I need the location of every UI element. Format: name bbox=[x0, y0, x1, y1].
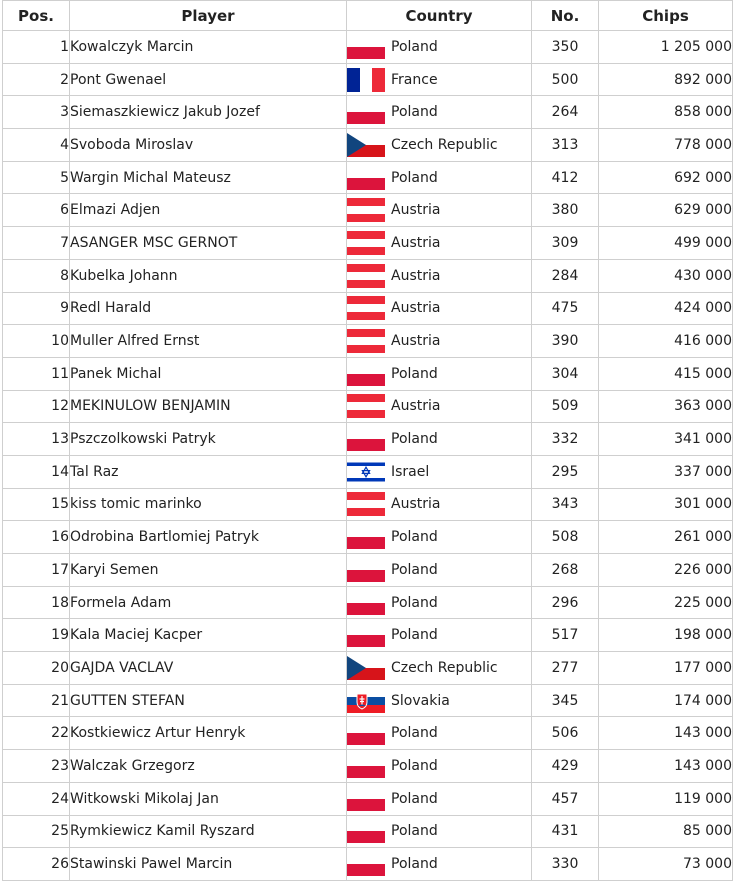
country-name: Poland bbox=[391, 365, 438, 382]
table-row[interactable] bbox=[3, 455, 733, 488]
france-flag-icon bbox=[347, 68, 385, 92]
chip-count-cell: 415 000 bbox=[599, 357, 733, 390]
poland-flag-icon bbox=[347, 558, 385, 582]
player-name-cell: kiss tomic marinko bbox=[70, 488, 347, 521]
country-column-header[interactable]: Country bbox=[347, 1, 532, 31]
player-number-cell: 431 bbox=[532, 815, 599, 848]
country-cell bbox=[347, 227, 532, 260]
country-cell bbox=[347, 455, 532, 488]
player-name-cell: Elmazi Adjen bbox=[70, 194, 347, 227]
table-row[interactable] bbox=[3, 554, 733, 587]
position-cell: 13 bbox=[3, 423, 70, 456]
country-name: Poland bbox=[391, 823, 438, 840]
position-cell: 21 bbox=[3, 684, 70, 717]
country-name: Austria bbox=[391, 234, 441, 251]
country-name: Austria bbox=[391, 333, 441, 350]
country-name: Czech Republic bbox=[391, 136, 498, 153]
country-cell bbox=[347, 292, 532, 325]
position-cell: 17 bbox=[3, 554, 70, 587]
player-number-cell: 264 bbox=[532, 96, 599, 129]
czech-flag-icon bbox=[347, 133, 385, 157]
chip-count-cell: 143 000 bbox=[599, 750, 733, 783]
chip-count-cell: 119 000 bbox=[599, 782, 733, 815]
player-number-cell: 508 bbox=[532, 521, 599, 554]
position-cell: 11 bbox=[3, 357, 70, 390]
table-row[interactable] bbox=[3, 161, 733, 194]
country-name: Czech Republic bbox=[391, 659, 498, 676]
table-row[interactable] bbox=[3, 292, 733, 325]
player-name-cell: Tal Raz bbox=[70, 455, 347, 488]
player-name-cell: Panek Michal bbox=[70, 357, 347, 390]
position-cell: 9 bbox=[3, 292, 70, 325]
country-cell bbox=[347, 652, 532, 685]
poland-flag-icon bbox=[347, 623, 385, 647]
chip-count-cell: 892 000 bbox=[599, 63, 733, 96]
country-cell bbox=[347, 521, 532, 554]
country-name: Poland bbox=[391, 856, 438, 873]
player-number-cell: 313 bbox=[532, 129, 599, 162]
player-number-cell: 475 bbox=[532, 292, 599, 325]
poland-flag-icon bbox=[347, 787, 385, 811]
poland-flag-icon bbox=[347, 100, 385, 124]
country-cell bbox=[347, 390, 532, 423]
player-number-cell: 332 bbox=[532, 423, 599, 456]
chip-count-cell: 430 000 bbox=[599, 259, 733, 292]
austria-flag-icon bbox=[347, 231, 385, 255]
table-row[interactable] bbox=[3, 619, 733, 652]
player-number-cell: 380 bbox=[532, 194, 599, 227]
country-cell bbox=[347, 848, 532, 881]
table-header bbox=[3, 1, 733, 31]
player-number-cell: 277 bbox=[532, 652, 599, 685]
player-name-cell: ASANGER MSC GERNOT bbox=[70, 227, 347, 260]
country-name: France bbox=[391, 71, 438, 88]
position-cell: 5 bbox=[3, 161, 70, 194]
poland-flag-icon bbox=[347, 754, 385, 778]
player-name-cell: GAJDA VACLAV bbox=[70, 652, 347, 685]
player-number-cell: 309 bbox=[532, 227, 599, 260]
player-number-cell: 506 bbox=[532, 717, 599, 750]
position-cell: 2 bbox=[3, 63, 70, 96]
country-cell bbox=[347, 554, 532, 587]
chip-count-cell: 858 000 bbox=[599, 96, 733, 129]
player-name-cell: GUTTEN STEFAN bbox=[70, 684, 347, 717]
table-row[interactable] bbox=[3, 521, 733, 554]
position-cell: 6 bbox=[3, 194, 70, 227]
position-cell: 22 bbox=[3, 717, 70, 750]
country-name: Slovakia bbox=[391, 692, 450, 709]
chip-count-cell: 629 000 bbox=[599, 194, 733, 227]
position-cell: 18 bbox=[3, 586, 70, 619]
chip-count-cell: 143 000 bbox=[599, 717, 733, 750]
table-row[interactable] bbox=[3, 129, 733, 162]
player-name-cell: Siemaszkiewicz Jakub Jozef bbox=[70, 96, 347, 129]
poland-flag-icon bbox=[347, 721, 385, 745]
country-cell bbox=[347, 488, 532, 521]
chip-count-cell: 778 000 bbox=[599, 129, 733, 162]
table-row[interactable] bbox=[3, 815, 733, 848]
table-row[interactable] bbox=[3, 684, 733, 717]
position-cell: 12 bbox=[3, 390, 70, 423]
table-row[interactable] bbox=[3, 96, 733, 129]
country-cell bbox=[347, 750, 532, 783]
country-name: Austria bbox=[391, 267, 441, 284]
table-row[interactable] bbox=[3, 227, 733, 260]
player-number-cell: 457 bbox=[532, 782, 599, 815]
player-name-cell: Kowalczyk Marcin bbox=[70, 31, 347, 64]
chip-count-cell: 416 000 bbox=[599, 325, 733, 358]
poland-flag-icon bbox=[347, 525, 385, 549]
table-row[interactable] bbox=[3, 488, 733, 521]
austria-flag-icon bbox=[347, 296, 385, 320]
czech-flag-icon bbox=[347, 656, 385, 680]
position-cell: 24 bbox=[3, 782, 70, 815]
table-row[interactable] bbox=[3, 325, 733, 358]
country-name: Poland bbox=[391, 431, 438, 448]
player-number-cell: 304 bbox=[532, 357, 599, 390]
chip-count-cell: 225 000 bbox=[599, 586, 733, 619]
country-cell bbox=[347, 161, 532, 194]
country-cell bbox=[347, 717, 532, 750]
player-number-cell: 296 bbox=[532, 586, 599, 619]
poland-flag-icon bbox=[347, 427, 385, 451]
poland-flag-icon bbox=[347, 819, 385, 843]
table-row[interactable] bbox=[3, 194, 733, 227]
player-column-header[interactable]: Player bbox=[70, 1, 347, 31]
player-number-cell: 500 bbox=[532, 63, 599, 96]
position-cell: 3 bbox=[3, 96, 70, 129]
player-number-cell: 517 bbox=[532, 619, 599, 652]
player-name-cell: Stawinski Pawel Marcin bbox=[70, 848, 347, 881]
player-number-cell: 343 bbox=[532, 488, 599, 521]
position-cell: 19 bbox=[3, 619, 70, 652]
austria-flag-icon bbox=[347, 264, 385, 288]
table-row[interactable] bbox=[3, 390, 733, 423]
country-name: Poland bbox=[391, 561, 438, 578]
table-row[interactable] bbox=[3, 259, 733, 292]
player-name-cell: Kubelka Johann bbox=[70, 259, 347, 292]
position-cell: 23 bbox=[3, 750, 70, 783]
country-cell bbox=[347, 194, 532, 227]
player-name-cell: Muller Alfred Ernst bbox=[70, 325, 347, 358]
country-cell bbox=[347, 586, 532, 619]
chip-count-cell: 499 000 bbox=[599, 227, 733, 260]
position-cell: 14 bbox=[3, 455, 70, 488]
standings-table bbox=[2, 0, 733, 881]
country-name: Poland bbox=[391, 594, 438, 611]
position-cell: 4 bbox=[3, 129, 70, 162]
israel-flag-icon bbox=[347, 460, 385, 484]
country-name: Austria bbox=[391, 202, 441, 219]
player-number-cell: 412 bbox=[532, 161, 599, 194]
country-cell bbox=[347, 31, 532, 64]
austria-flag-icon bbox=[347, 198, 385, 222]
table-row[interactable] bbox=[3, 717, 733, 750]
pos-column-header[interactable]: Pos. bbox=[3, 1, 70, 31]
player-name-cell: Svoboda Miroslav bbox=[70, 129, 347, 162]
chip-count-cell: 73 000 bbox=[599, 848, 733, 881]
poland-flag-icon bbox=[347, 852, 385, 876]
country-name: Poland bbox=[391, 169, 438, 186]
table-row[interactable] bbox=[3, 586, 733, 619]
poland-flag-icon bbox=[347, 362, 385, 386]
player-number-cell: 390 bbox=[532, 325, 599, 358]
player-number-cell: 295 bbox=[532, 455, 599, 488]
player-number-cell: 509 bbox=[532, 390, 599, 423]
chip-count-cell: 424 000 bbox=[599, 292, 733, 325]
chip-count-cell: 261 000 bbox=[599, 521, 733, 554]
table-row[interactable] bbox=[3, 750, 733, 783]
country-name: Poland bbox=[391, 790, 438, 807]
table-row[interactable] bbox=[3, 848, 733, 881]
player-name-cell: Kostkiewicz Artur Henryk bbox=[70, 717, 347, 750]
chip-count-cell: 341 000 bbox=[599, 423, 733, 456]
chips-column-header[interactable]: Chips bbox=[599, 1, 733, 31]
country-name: Israel bbox=[391, 463, 430, 480]
chip-count-cell: 198 000 bbox=[599, 619, 733, 652]
country-cell bbox=[347, 63, 532, 96]
position-cell: 10 bbox=[3, 325, 70, 358]
chip-count-cell: 177 000 bbox=[599, 652, 733, 685]
country-name: Poland bbox=[391, 757, 438, 774]
player-name-cell: Pszczolkowski Patryk bbox=[70, 423, 347, 456]
country-name: Poland bbox=[391, 725, 438, 742]
country-cell bbox=[347, 423, 532, 456]
country-cell bbox=[347, 96, 532, 129]
chip-count-cell: 337 000 bbox=[599, 455, 733, 488]
country-name: Poland bbox=[391, 627, 438, 644]
chip-count-cell: 1 205 000 bbox=[599, 31, 733, 64]
poland-flag-icon bbox=[347, 591, 385, 615]
player-number-cell: 429 bbox=[532, 750, 599, 783]
poland-flag-icon bbox=[347, 166, 385, 190]
player-name-cell: MEKINULOW BENJAMIN bbox=[70, 390, 347, 423]
position-cell: 15 bbox=[3, 488, 70, 521]
position-cell: 16 bbox=[3, 521, 70, 554]
player-number-cell: 330 bbox=[532, 848, 599, 881]
country-cell bbox=[347, 782, 532, 815]
number-column-header[interactable]: No. bbox=[532, 1, 599, 31]
position-cell: 8 bbox=[3, 259, 70, 292]
table-body bbox=[3, 31, 733, 881]
player-name-cell: Redl Harald bbox=[70, 292, 347, 325]
table-row[interactable] bbox=[3, 357, 733, 390]
header-row bbox=[3, 1, 733, 31]
country-name: Poland bbox=[391, 104, 438, 121]
country-cell bbox=[347, 684, 532, 717]
player-number-cell: 345 bbox=[532, 684, 599, 717]
country-cell bbox=[347, 357, 532, 390]
chip-count-cell: 301 000 bbox=[599, 488, 733, 521]
player-name-cell: Formela Adam bbox=[70, 586, 347, 619]
position-cell: 1 bbox=[3, 31, 70, 64]
position-cell: 20 bbox=[3, 652, 70, 685]
chip-count-cell: 692 000 bbox=[599, 161, 733, 194]
country-name: Poland bbox=[391, 38, 438, 55]
chip-count-cell: 174 000 bbox=[599, 684, 733, 717]
austria-flag-icon bbox=[347, 394, 385, 418]
austria-flag-icon bbox=[347, 492, 385, 516]
table-row[interactable] bbox=[3, 652, 733, 685]
player-name-cell: Rymkiewicz Kamil Ryszard bbox=[70, 815, 347, 848]
country-cell bbox=[347, 619, 532, 652]
country-cell bbox=[347, 259, 532, 292]
player-number-cell: 268 bbox=[532, 554, 599, 587]
table-row[interactable] bbox=[3, 782, 733, 815]
country-name: Austria bbox=[391, 398, 441, 415]
table-row[interactable] bbox=[3, 423, 733, 456]
player-name-cell: Odrobina Bartlomiej Patryk bbox=[70, 521, 347, 554]
chip-count-cell: 363 000 bbox=[599, 390, 733, 423]
table-row[interactable] bbox=[3, 31, 733, 64]
player-name-cell: Karyi Semen bbox=[70, 554, 347, 587]
player-name-cell: Pont Gwenael bbox=[70, 63, 347, 96]
position-cell: 7 bbox=[3, 227, 70, 260]
country-name: Austria bbox=[391, 300, 441, 317]
slovakia-flag-icon bbox=[347, 689, 385, 713]
country-name: Austria bbox=[391, 496, 441, 513]
chip-count-cell: 85 000 bbox=[599, 815, 733, 848]
chip-count-cell: 226 000 bbox=[599, 554, 733, 587]
country-cell bbox=[347, 815, 532, 848]
austria-flag-icon bbox=[347, 329, 385, 353]
country-cell bbox=[347, 129, 532, 162]
player-name-cell: Kala Maciej Kacper bbox=[70, 619, 347, 652]
position-cell: 25 bbox=[3, 815, 70, 848]
player-name-cell: Walczak Grzegorz bbox=[70, 750, 347, 783]
country-name: Poland bbox=[391, 529, 438, 546]
poland-flag-icon bbox=[347, 35, 385, 59]
player-number-cell: 284 bbox=[532, 259, 599, 292]
position-cell: 26 bbox=[3, 848, 70, 881]
player-name-cell: Wargin Michal Mateusz bbox=[70, 161, 347, 194]
player-name-cell: Witkowski Mikolaj Jan bbox=[70, 782, 347, 815]
country-cell bbox=[347, 325, 532, 358]
table-row[interactable] bbox=[3, 63, 733, 96]
player-number-cell: 350 bbox=[532, 31, 599, 64]
